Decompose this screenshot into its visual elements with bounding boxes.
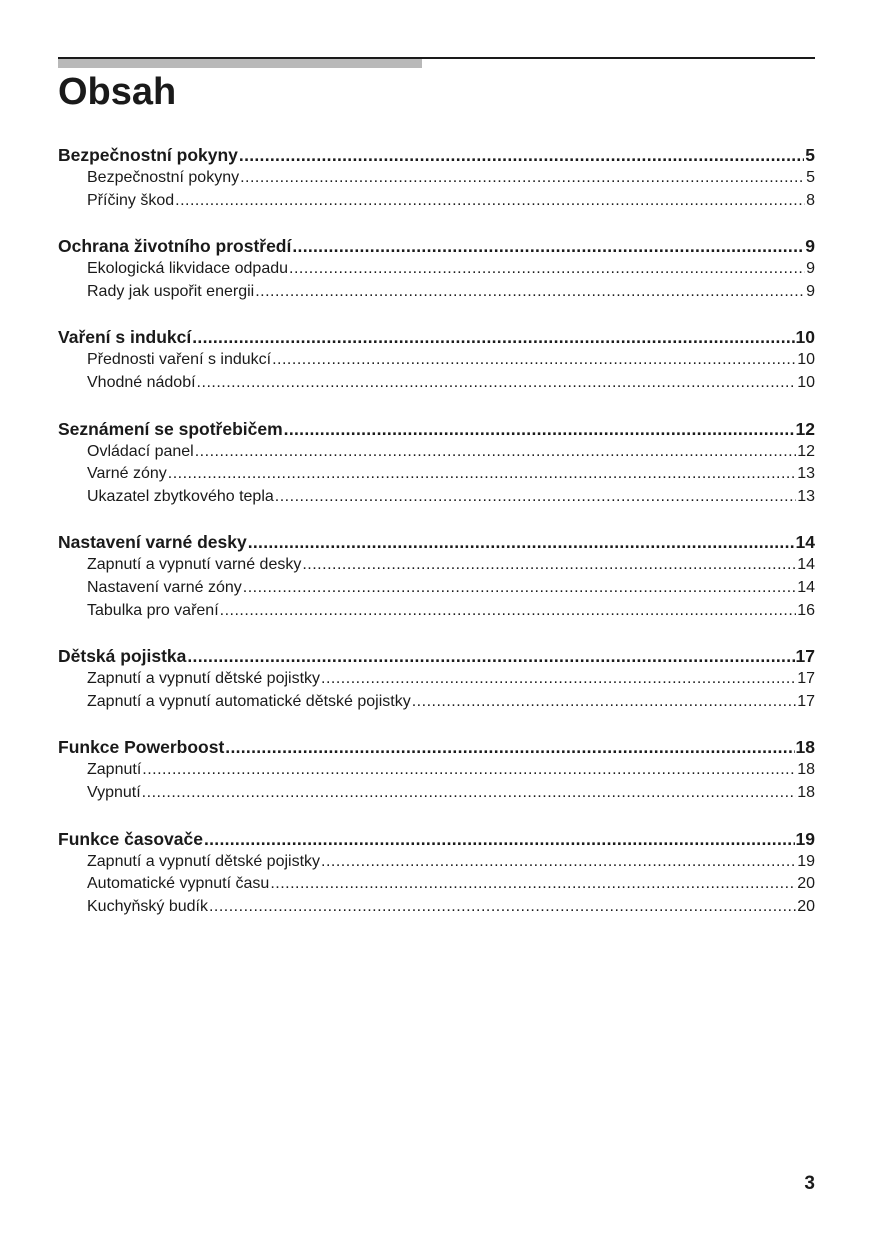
toc-entry-label: Bezpečnostní pokyny	[87, 169, 240, 186]
toc-entry-page: 19	[797, 852, 815, 870]
dot-leader	[321, 668, 796, 691]
toc-section-title: Bezpečnostní pokyny	[58, 145, 238, 165]
dot-leader	[270, 873, 796, 896]
table-of-contents	[58, 143, 815, 940]
toc-entry-label: Varné zóny	[87, 465, 167, 483]
toc-entry-page: 20	[797, 875, 815, 893]
toc-section-title: Funkce Powerboost	[58, 737, 225, 758]
toc-entry-page: 5	[806, 169, 815, 186]
toc-entry-page: 14	[797, 578, 815, 596]
dot-leader	[142, 782, 797, 805]
toc-section-page: 19	[795, 828, 815, 849]
toc-entry-label: Ekologická likvidace odpadu	[87, 260, 289, 278]
toc-entry-label: Ovládací panel	[87, 442, 194, 460]
toc-entry-page: 17	[797, 692, 815, 710]
toc-entry-page: 13	[797, 487, 815, 505]
toc-entry-label: Zapnutí a vypnutí dětské pojistky	[87, 852, 321, 870]
toc-entry-label: Ukazatel zbytkového tepla	[87, 487, 274, 505]
toc-entry[interactable]	[58, 554, 815, 577]
toc-section	[58, 530, 815, 622]
dot-leader	[195, 441, 796, 464]
toc-section-page: 10	[795, 327, 815, 348]
toc-entry-page: 9	[806, 260, 815, 278]
toc-section-heading[interactable]	[58, 735, 815, 759]
toc-entry-label: Zapnutí a vypnutí dětské pojistky	[87, 670, 321, 688]
dot-leader	[243, 577, 796, 600]
dot-leader	[255, 281, 805, 304]
toc-section-title: Seznámení se spotřebičem	[58, 418, 283, 439]
toc-section	[58, 827, 815, 919]
toc-entry-page: 18	[797, 783, 815, 801]
toc-entry[interactable]	[58, 258, 815, 281]
dot-leader	[302, 554, 796, 577]
dot-leader	[175, 190, 805, 213]
toc-entry-label: Tabulka pro vaření	[87, 601, 219, 619]
dot-leader	[239, 143, 804, 167]
toc-entry[interactable]	[58, 782, 815, 805]
page-title: Obsah	[58, 71, 177, 113]
toc-entry-label: Zapnutí a vypnutí varné desky	[87, 556, 302, 574]
toc-entry-page: 12	[797, 442, 815, 460]
toc-entry-label: Rady jak uspořit energii	[87, 282, 255, 300]
dot-leader	[204, 827, 795, 851]
toc-section-page: 17	[795, 646, 815, 667]
dot-leader	[187, 644, 794, 668]
toc-entry-label: Nastavení varné zóny	[87, 578, 242, 596]
toc-entry-label: Vhodné nádobí	[87, 373, 196, 391]
dot-leader	[197, 372, 797, 395]
dot-leader	[412, 691, 796, 714]
toc-entry[interactable]	[58, 463, 815, 486]
dot-leader	[142, 759, 796, 782]
toc-entry-page: 8	[806, 191, 815, 209]
toc-entry-label: Přednosti vaření s indukcí	[87, 351, 272, 369]
toc-section-title: Dětská pojistka	[58, 646, 187, 667]
toc-entry-page: 13	[797, 465, 815, 483]
toc-entry[interactable]	[58, 441, 815, 464]
dot-leader	[284, 417, 795, 441]
toc-entry-label: Vypnutí	[87, 783, 141, 801]
toc-section	[58, 143, 815, 212]
toc-entry[interactable]	[58, 600, 815, 623]
dot-leader	[192, 325, 794, 349]
toc-entry[interactable]	[58, 896, 815, 919]
toc-section-title: Funkce časovače	[58, 828, 203, 849]
toc-entry[interactable]	[58, 281, 815, 304]
dot-leader	[225, 735, 794, 759]
toc-section-heading[interactable]	[58, 143, 815, 167]
toc-section-page: 12	[795, 418, 815, 439]
toc-entry-label: Automatické vypnutí času	[87, 875, 270, 893]
toc-entry-page: 17	[797, 670, 815, 688]
dot-leader	[168, 463, 796, 486]
toc-section-page: 9	[805, 236, 815, 257]
dot-leader	[240, 167, 805, 190]
toc-entry-page: 20	[797, 897, 815, 915]
toc-entry-label: Zapnutí	[87, 761, 142, 779]
toc-entry-page: 10	[797, 373, 815, 391]
toc-entry-page: 14	[797, 556, 815, 574]
toc-entry-page: 18	[797, 761, 815, 779]
page-number: 3	[804, 1173, 815, 1194]
toc-entry[interactable]	[58, 486, 815, 509]
toc-entry[interactable]	[58, 851, 815, 874]
toc-section	[58, 234, 815, 303]
toc-entry[interactable]	[58, 873, 815, 896]
toc-section-page: 14	[795, 532, 815, 553]
toc-section-title: Nastavení varné desky	[58, 532, 247, 553]
toc-section-heading[interactable]	[58, 530, 815, 554]
toc-entry[interactable]	[58, 668, 815, 691]
toc-section	[58, 735, 815, 804]
dot-leader	[275, 486, 796, 509]
toc-entry[interactable]	[58, 691, 815, 714]
toc-entry[interactable]	[58, 190, 815, 213]
toc-entry-page: 9	[806, 282, 815, 300]
toc-entry[interactable]	[58, 349, 815, 372]
toc-section	[58, 325, 815, 394]
dot-leader	[248, 530, 795, 554]
toc-entry-label: Kuchyňský budík	[87, 897, 208, 915]
toc-section-page: 18	[795, 737, 815, 758]
dot-leader	[272, 349, 796, 372]
toc-entry[interactable]	[58, 372, 815, 395]
toc-section-heading[interactable]	[58, 417, 815, 441]
dot-leader	[289, 258, 805, 281]
toc-section-title: Ochrana životního prostředí	[58, 236, 292, 257]
toc-section-heading[interactable]	[58, 644, 815, 668]
dot-leader	[321, 851, 796, 874]
toc-entry-label: Zapnutí a vypnutí automatické dětské pojistky	[87, 692, 411, 710]
toc-section-heading[interactable]	[58, 827, 815, 851]
toc-section	[58, 644, 815, 713]
dot-leader	[220, 600, 797, 623]
toc-section-page: 5	[805, 145, 815, 165]
toc-entry-page: 16	[797, 601, 815, 619]
toc-entry-label: Příčiny škod	[87, 191, 175, 209]
toc-section-heading[interactable]	[58, 234, 815, 258]
toc-section-heading[interactable]	[58, 325, 815, 349]
dot-leader	[292, 234, 804, 258]
header-accent-bar	[58, 59, 422, 68]
toc-section-title: Vaření s indukcí	[58, 327, 192, 348]
toc-section	[58, 417, 815, 509]
toc-entry[interactable]	[58, 167, 815, 190]
toc-entry-page: 10	[797, 351, 815, 369]
dot-leader	[209, 896, 796, 919]
toc-entry[interactable]	[58, 577, 815, 600]
toc-entry[interactable]	[58, 759, 815, 782]
